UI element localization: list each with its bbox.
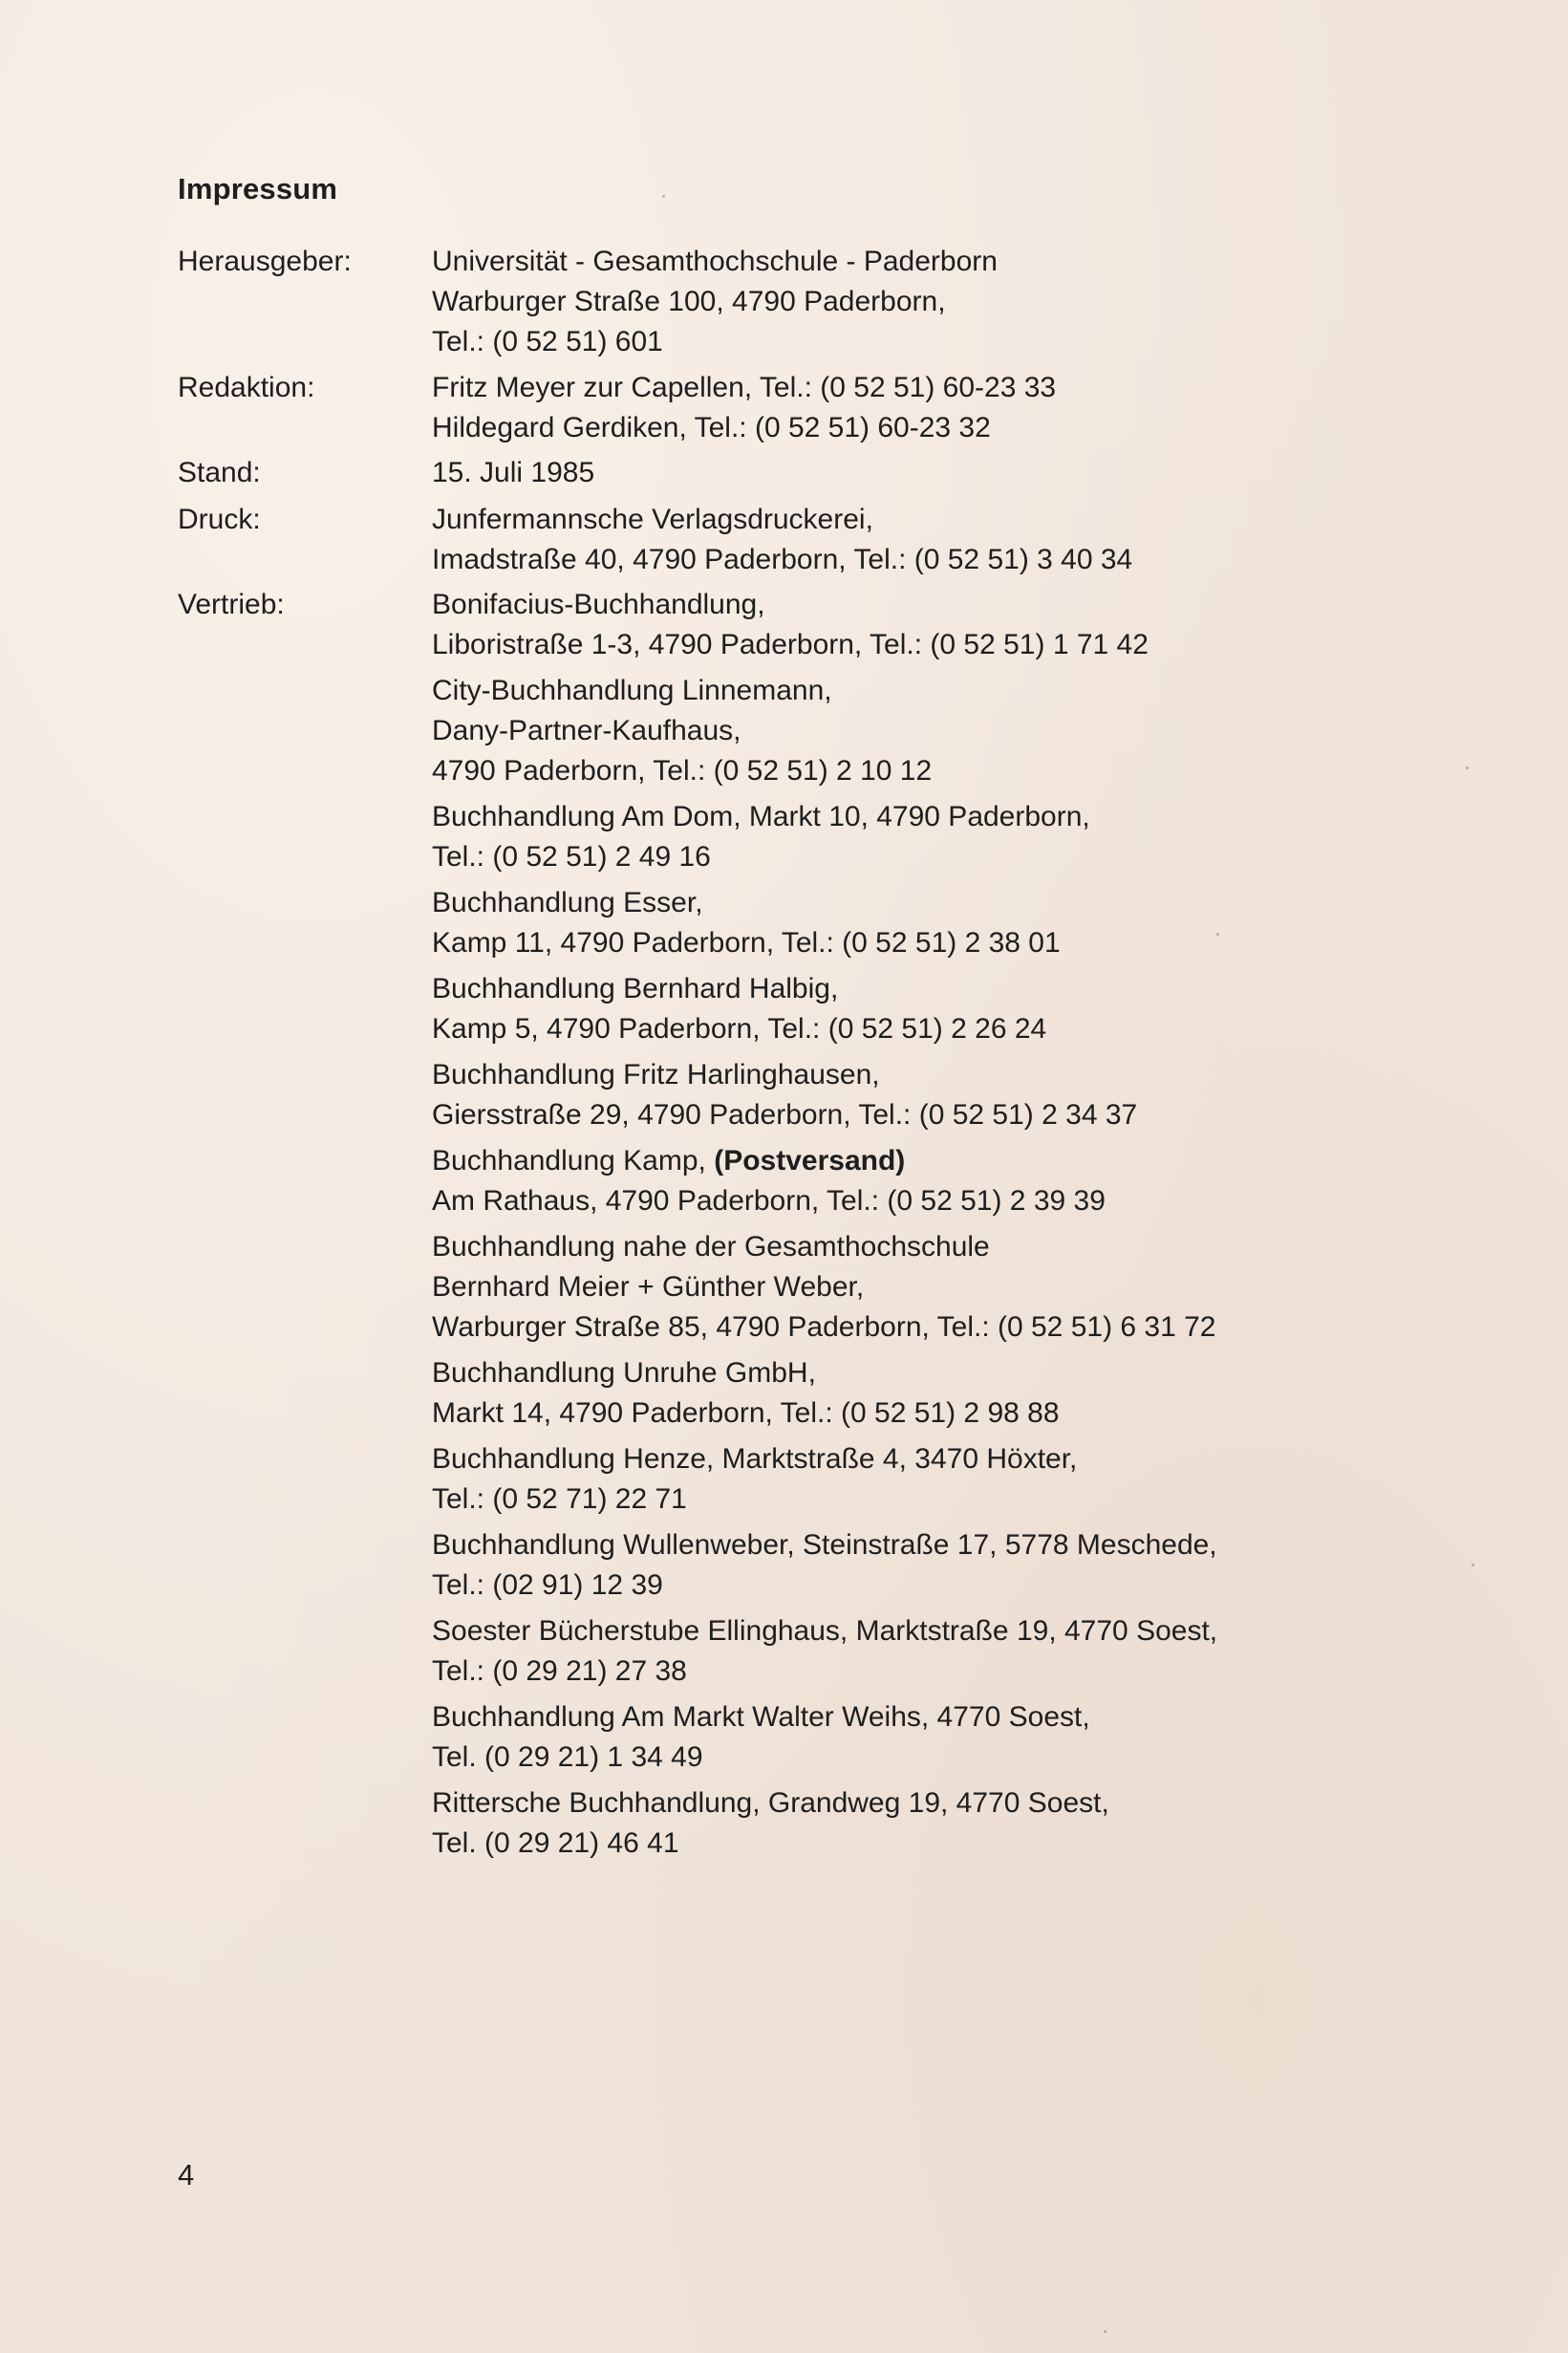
vertrieb-line: Buchhandlung Wullenweber, Steinstraße 17, 5778 Meschede, <box>432 1529 1217 1561</box>
vertrieb-kamp-name: Buchhandlung Kamp, <box>432 1145 706 1176</box>
paper-speck <box>1216 933 1219 936</box>
vertrieb-entry <box>432 1697 1426 1778</box>
vertrieb-line: Tel.: (0 52 71) 22 71 <box>432 1483 687 1515</box>
vertrieb-line: Buchhandlung Unruhe GmbH, <box>432 1357 816 1389</box>
vertrieb-entry <box>432 1439 1426 1520</box>
content-vertrieb <box>432 585 1426 1869</box>
vertrieb-line: Liboristraße 1-3, 4790 Paderborn, Tel.: (0 52 51) 1 71 42 <box>432 629 1149 660</box>
vertrieb-line: Buchhandlung Henze, Marktstraße 4, 3470 Höxter, <box>432 1443 1078 1475</box>
vertrieb-entry <box>432 585 1426 665</box>
vertrieb-line: Buchhandlung Am Dom, Markt 10, 4790 Paderborn, <box>432 801 1090 832</box>
redaktion-line: Hildegard Gerdiken, Tel.: (0 52 51) 60-23 32 <box>432 412 991 443</box>
vertrieb-line: Kamp 5, 4790 Paderborn, Tel.: (0 52 51) 2 26 24 <box>432 1013 1047 1045</box>
paper-speck <box>662 195 665 198</box>
druck-line: Junfermannsche Verlagsdruckerei, <box>432 504 873 535</box>
vertrieb-line: Dany-Partner-Kaufhaus, <box>432 715 741 746</box>
vertrieb-line: Markt 14, 4790 Paderborn, Tel.: (0 52 51) 2 98 88 <box>432 1397 1060 1429</box>
vertrieb-line: Tel.: (0 52 51) 2 49 16 <box>432 841 711 873</box>
vertrieb-entry <box>432 1783 1426 1864</box>
vertrieb-line: Kamp 11, 4790 Paderborn, Tel.: (0 52 51) 2 38 01 <box>432 927 1061 959</box>
herausgeber-line: Tel.: (0 52 51) 601 <box>432 326 663 357</box>
content-redaktion <box>432 368 1426 448</box>
content-druck <box>432 500 1426 580</box>
stand-line: 15. Juli 1985 <box>432 457 595 488</box>
label-herausgeber: Herausgeber: <box>178 246 352 277</box>
vertrieb-entry <box>432 1353 1426 1434</box>
vertrieb-entry <box>432 1055 1426 1135</box>
vertrieb-line: Buchhandlung Am Markt Walter Weihs, 4770 Soest, <box>432 1701 1090 1733</box>
vertrieb-line: City-Buchhandlung Linnemann, <box>432 675 832 706</box>
paper-speck <box>1466 766 1469 769</box>
vertrieb-line: Tel. (0 29 21) 1 34 49 <box>432 1741 703 1773</box>
page-title: Impressum <box>178 172 338 205</box>
page-number: 4 <box>178 2158 195 2191</box>
vertrieb-line: Soester Bücherstube Ellinghaus, Marktstraße 19, 4770 Soest, <box>432 1615 1218 1647</box>
vertrieb-line: Tel. (0 29 21) 46 41 <box>432 1827 679 1859</box>
vertrieb-line: Giersstraße 29, 4790 Paderborn, Tel.: (0 52 51) 2 34 37 <box>432 1099 1138 1131</box>
paper-speck <box>1471 1564 1474 1566</box>
postversand-label: (Postversand) <box>714 1145 906 1176</box>
vertrieb-entry <box>432 797 1426 877</box>
vertrieb-line: Buchhandlung nahe der Gesamthochschule <box>432 1231 990 1263</box>
content-herausgeber <box>432 242 1426 362</box>
druck-line: Imadstraße 40, 4790 Paderborn, Tel.: (0 52 51) 3 40 34 <box>432 544 1133 575</box>
vertrieb-line: Rittersche Buchhandlung, Grandweg 19, 4770 Soest, <box>432 1787 1109 1819</box>
vertrieb-entry <box>432 1227 1426 1348</box>
vertrieb-entry <box>432 1611 1426 1692</box>
vertrieb-line: Tel.: (0 29 21) 27 38 <box>432 1655 687 1687</box>
vertrieb-line: 4790 Paderborn, Tel.: (0 52 51) 2 10 12 <box>432 755 933 787</box>
vertrieb-entry <box>432 883 1426 963</box>
vertrieb-entry <box>432 671 1426 791</box>
vertrieb-line-kamp <box>432 1141 1426 1181</box>
vertrieb-entry <box>432 969 1426 1049</box>
label-vertrieb: Vertrieb: <box>178 589 285 620</box>
vertrieb-line: Am Rathaus, 4790 Paderborn, Tel.: (0 52 51) 2 39 39 <box>432 1185 1106 1217</box>
vertrieb-line: Buchhandlung Fritz Harlinghausen, <box>432 1059 880 1090</box>
vertrieb-line: Bonifacius-Buchhandlung, <box>432 589 765 620</box>
vertrieb-entry <box>432 1525 1426 1606</box>
vertrieb-line: Tel.: (02 91) 12 39 <box>432 1569 663 1601</box>
vertrieb-line: Buchhandlung Esser, <box>432 887 703 918</box>
vertrieb-line: Warburger Straße 85, 4790 Paderborn, Tel.: (0 52 51) 6 31 72 <box>432 1311 1216 1343</box>
herausgeber-line: Warburger Straße 100, 4790 Paderborn, <box>432 286 946 317</box>
herausgeber-line: Universität - Gesamthochschule - Paderborn <box>432 246 998 277</box>
vertrieb-entry <box>432 1141 1426 1221</box>
redaktion-line: Fritz Meyer zur Capellen, Tel.: (0 52 51) 60-23 33 <box>432 372 1057 403</box>
content-stand <box>432 453 1426 493</box>
vertrieb-line: Buchhandlung Bernhard Halbig, <box>432 973 839 1004</box>
vertrieb-line: Bernhard Meier + Günther Weber, <box>432 1271 865 1303</box>
label-redaktion: Redaktion: <box>178 372 315 403</box>
paper-speck <box>1104 2330 1106 2333</box>
label-stand: Stand: <box>178 457 261 488</box>
label-druck: Druck: <box>178 504 261 535</box>
